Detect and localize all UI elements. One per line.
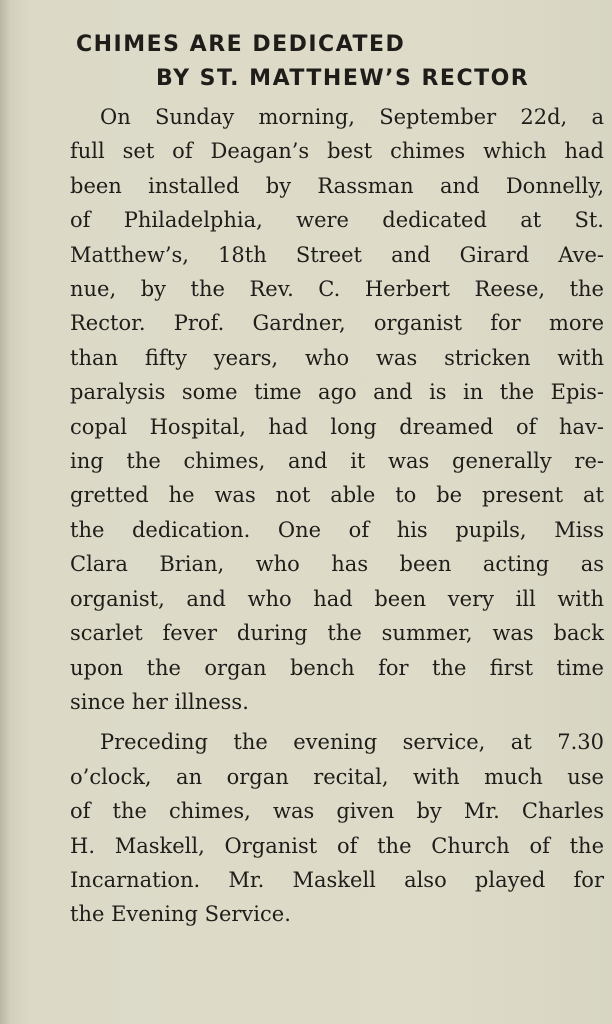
text-line: nue, by the Rev. C. Herbert Reese, the (70, 277, 604, 302)
text-line: the Evening Service. (70, 902, 291, 927)
text-line: of Philadelphia, were dedicated at St. (70, 208, 604, 233)
text-line: scarlet fever during the summer, was back (70, 621, 604, 646)
text-line: organist, and who had been very ill with (70, 586, 604, 611)
text-line: of the chimes, was given by Mr. Charles (70, 799, 604, 824)
text-line: Clara Brian, who has been acting as (70, 552, 604, 577)
text-line: On Sunday morning, September 22d, a (100, 105, 604, 129)
text-line: the dedication. One of his pupils, Miss (70, 517, 604, 542)
article-column (70, 28, 604, 932)
article-body (70, 100, 604, 932)
text-line: Preceding the evening service, at 7.30 (100, 730, 604, 755)
text-line: been installed by Rassman and Donnelly, (70, 173, 604, 198)
text-line: H. Maskell, Organist of the Church of the (70, 833, 604, 858)
text-line: o’clock, an organ recital, with much use (70, 764, 604, 789)
text-line: since her illness. (70, 689, 249, 714)
headline-line-2: BY ST. MATTHEW’S RECTOR (156, 66, 530, 91)
paragraph-1 (70, 100, 604, 719)
text-line: full set of Deagan’s best chimes which had (70, 139, 604, 164)
headline (70, 28, 604, 96)
text-line: ing the chimes, and it was generally re- (70, 449, 604, 474)
text-line: Incarnation. Mr. Maskell also played for (70, 867, 604, 892)
text-line: Matthew’s, 18th Street and Girard Ave- (70, 242, 604, 267)
text-line: paralysis some time ago and is in the Epis- (70, 380, 604, 405)
text-line: Rector. Prof. Gardner, organist for more (70, 311, 604, 336)
text-line: copal Hospital, had long dreamed of hav- (70, 414, 604, 439)
text-line: gretted he was not able to be present at (70, 483, 604, 508)
headline-line-1: CHIMES ARE DEDICATED (76, 32, 406, 57)
text-line: than fifty years, who was stricken with (70, 345, 604, 370)
text-line: upon the organ bench for the first time (70, 655, 604, 680)
paragraph-2 (70, 725, 604, 931)
